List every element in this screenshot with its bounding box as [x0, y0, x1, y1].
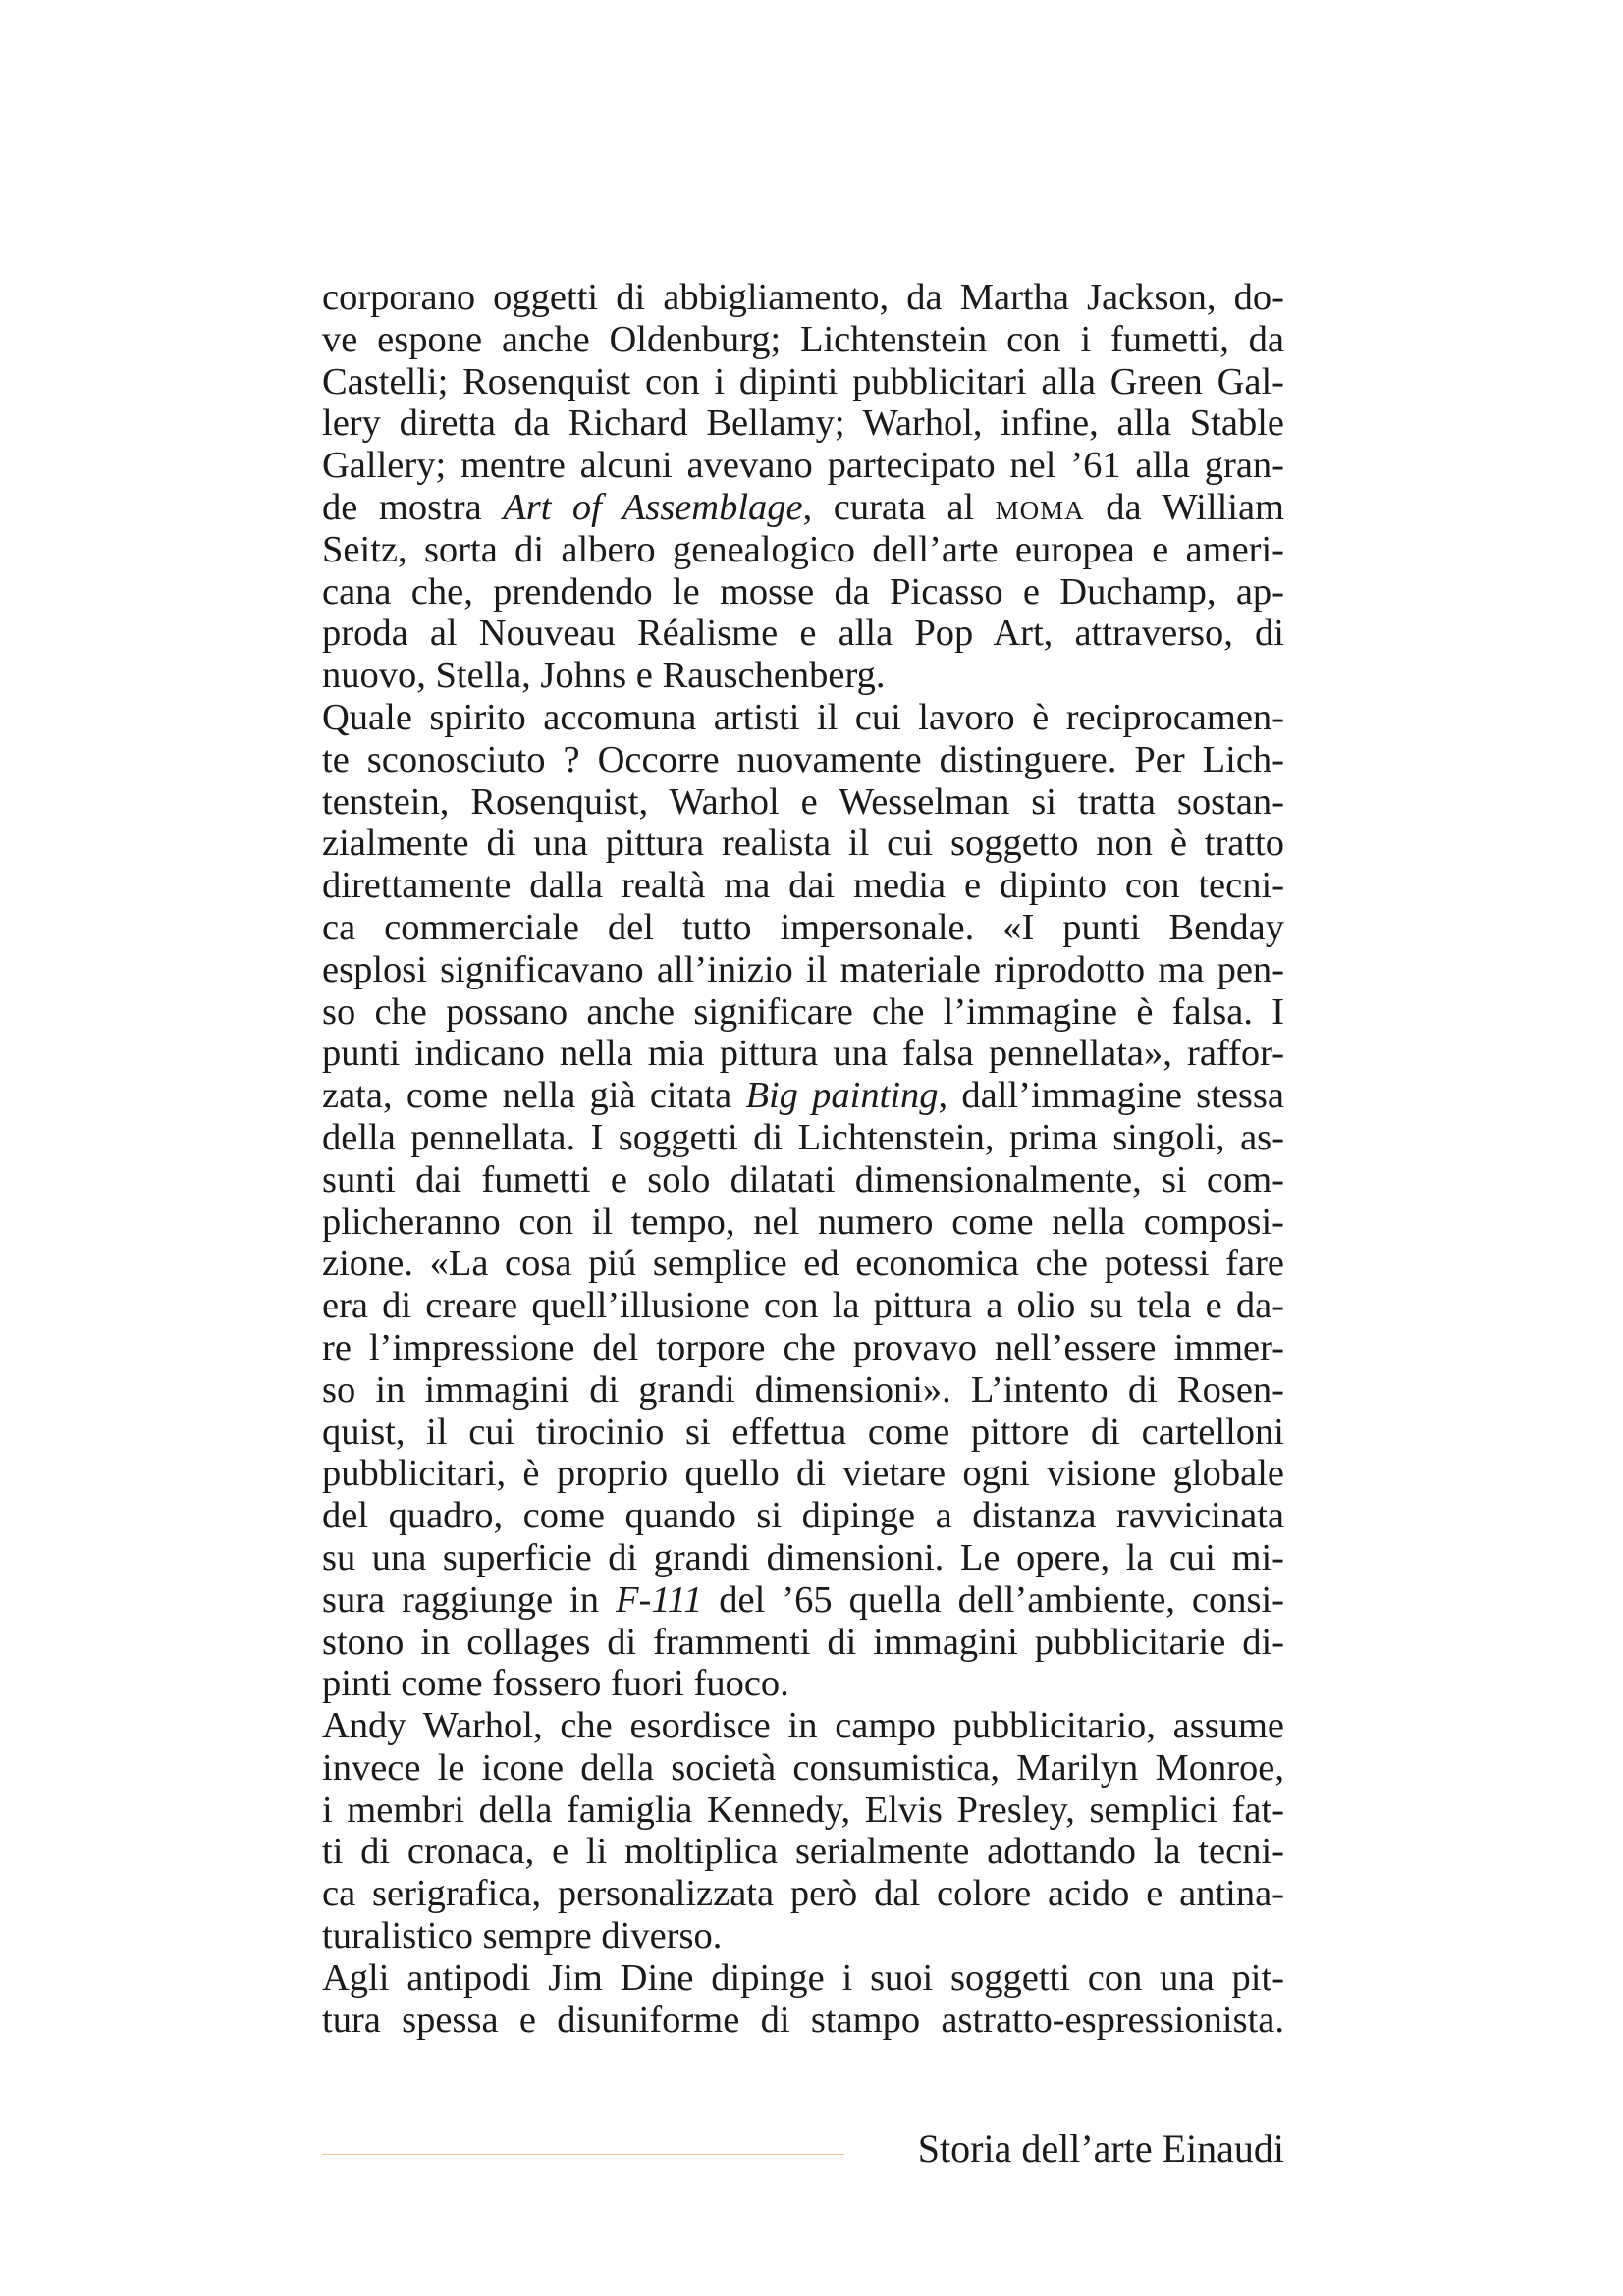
text-line: esplosi significavano all’inizio il materiale riprodotto ma pen- — [322, 948, 1284, 990]
text-line: de mostra Art of Assemblage, curata al moma da William — [322, 486, 1284, 528]
text-line: punti indicano nella mia pittura una falsa pennellata», raffor- — [322, 1033, 1284, 1075]
text-line: cana che, prendendo le mosse da Picasso e Duchamp, ap- — [322, 570, 1284, 613]
text-line: proda al Nouveau Réalisme e alla Pop Art, attraverso, di — [322, 613, 1284, 655]
text-line: pinti come fossero fuori fuoco. — [322, 1663, 789, 1705]
text-line: Seitz, sorta di albero genealogico dell’arte europea e ameri- — [322, 528, 1284, 570]
text-line: ve espone anche Oldenburg; Lichtenstein con i fumetti, da — [322, 318, 1284, 360]
text-line: turalistico sempre diverso. — [322, 1915, 723, 1957]
text-line: tenstein, Rosenquist, Warhol e Wesselman si tratta sostan- — [322, 780, 1284, 823]
text-line: sunti dai fumetti e solo dilatati dimensionalmente, si com- — [322, 1158, 1284, 1201]
text-line: sura raggiunge in F-111 del ’65 quella dell’ambiente, consi- — [322, 1578, 1284, 1621]
text-line: plicheranno con il tempo, nel numero come nella composi- — [322, 1201, 1284, 1243]
text-line: zialmente di una pittura realista il cui soggetto non è tratto — [322, 823, 1284, 865]
body-text — [322, 277, 1284, 2041]
text-line: stono in collages di frammenti di immagini pubblicitarie di- — [322, 1621, 1284, 1663]
text-line: ca serigrafica, personalizzata però dal colore acido e antina- — [322, 1873, 1284, 1915]
text-line: della pennellata. I soggetti di Lichtenstein, prima singoli, as- — [322, 1116, 1284, 1158]
text-line: Agli antipodi Jim Dine dipinge i suoi soggetti con una pit- — [322, 1956, 1284, 1999]
text-line: zata, come nella già citata Big painting, dall’immagine stessa — [322, 1075, 1284, 1117]
text-line: ca commerciale del tutto impersonale. «I punti Benday — [322, 906, 1284, 948]
text-line: Quale spirito accomuna artisti il cui lavoro è reciprocamen- — [322, 696, 1284, 738]
text-line: del quadro, come quando si dipinge a distanza ravvicinata — [322, 1495, 1284, 1537]
text-line: pubblicitari, è proprio quello di vietare ogni visione globale — [322, 1453, 1284, 1495]
footer-title: Storia dell’arte Einaudi — [917, 2126, 1284, 2170]
footer-rule — [322, 2154, 844, 2155]
text-line: corporano oggetti di abbigliamento, da Martha Jackson, do- — [322, 277, 1284, 318]
text-line: era di creare quell’illusione con la pittura a olio su tela e da- — [322, 1285, 1284, 1327]
text-line: i membri della famiglia Kennedy, Elvis Presley, semplici fat- — [322, 1789, 1284, 1831]
text-line: lery diretta da Richard Bellamy; Warhol, infine, alla Stable — [322, 402, 1284, 445]
text-line: invece le icone della società consumistica, Marilyn Monroe, — [322, 1746, 1284, 1789]
text-line: so che possano anche significare che l’immagine è falsa. I — [322, 990, 1284, 1033]
text-line: Gallery; mentre alcuni avevano partecipato nel ’61 alla gran- — [322, 445, 1284, 487]
text-line: su una superficie di grandi dimensioni. Le opere, la cui mi- — [322, 1536, 1284, 1578]
text-line: Andy Warhol, che esordisce in campo pubblicitario, assume — [322, 1705, 1284, 1747]
text-line: direttamente dalla realtà ma dai media e dipinto con tecni- — [322, 865, 1284, 907]
text-line: zione. «La cosa piú semplice ed economica che potessi fare — [322, 1243, 1284, 1285]
text-line: ti di cronaca, e li moltiplica serialmente adottando la tecni- — [322, 1831, 1284, 1873]
text-line: te sconosciuto ? Occorre nuovamente distinguere. Per Lich- — [322, 738, 1284, 780]
text-line: so in immagini di grandi dimensioni». L’intento di Rosen- — [322, 1368, 1284, 1411]
text-line: tura spessa e disuniforme di stampo astratto-espressionista. — [322, 1999, 1284, 2041]
text-line: Castelli; Rosenquist con i dipinti pubblicitari alla Green Gal- — [322, 360, 1284, 402]
text-line: quist, il cui tirocinio si effettua come pittore di cartelloni — [322, 1411, 1284, 1453]
text-line: nuovo, Stella, Johns e Rauschenberg. — [322, 655, 886, 697]
text-line: re l’impressione del torpore che provavo nell’essere immer- — [322, 1326, 1284, 1368]
